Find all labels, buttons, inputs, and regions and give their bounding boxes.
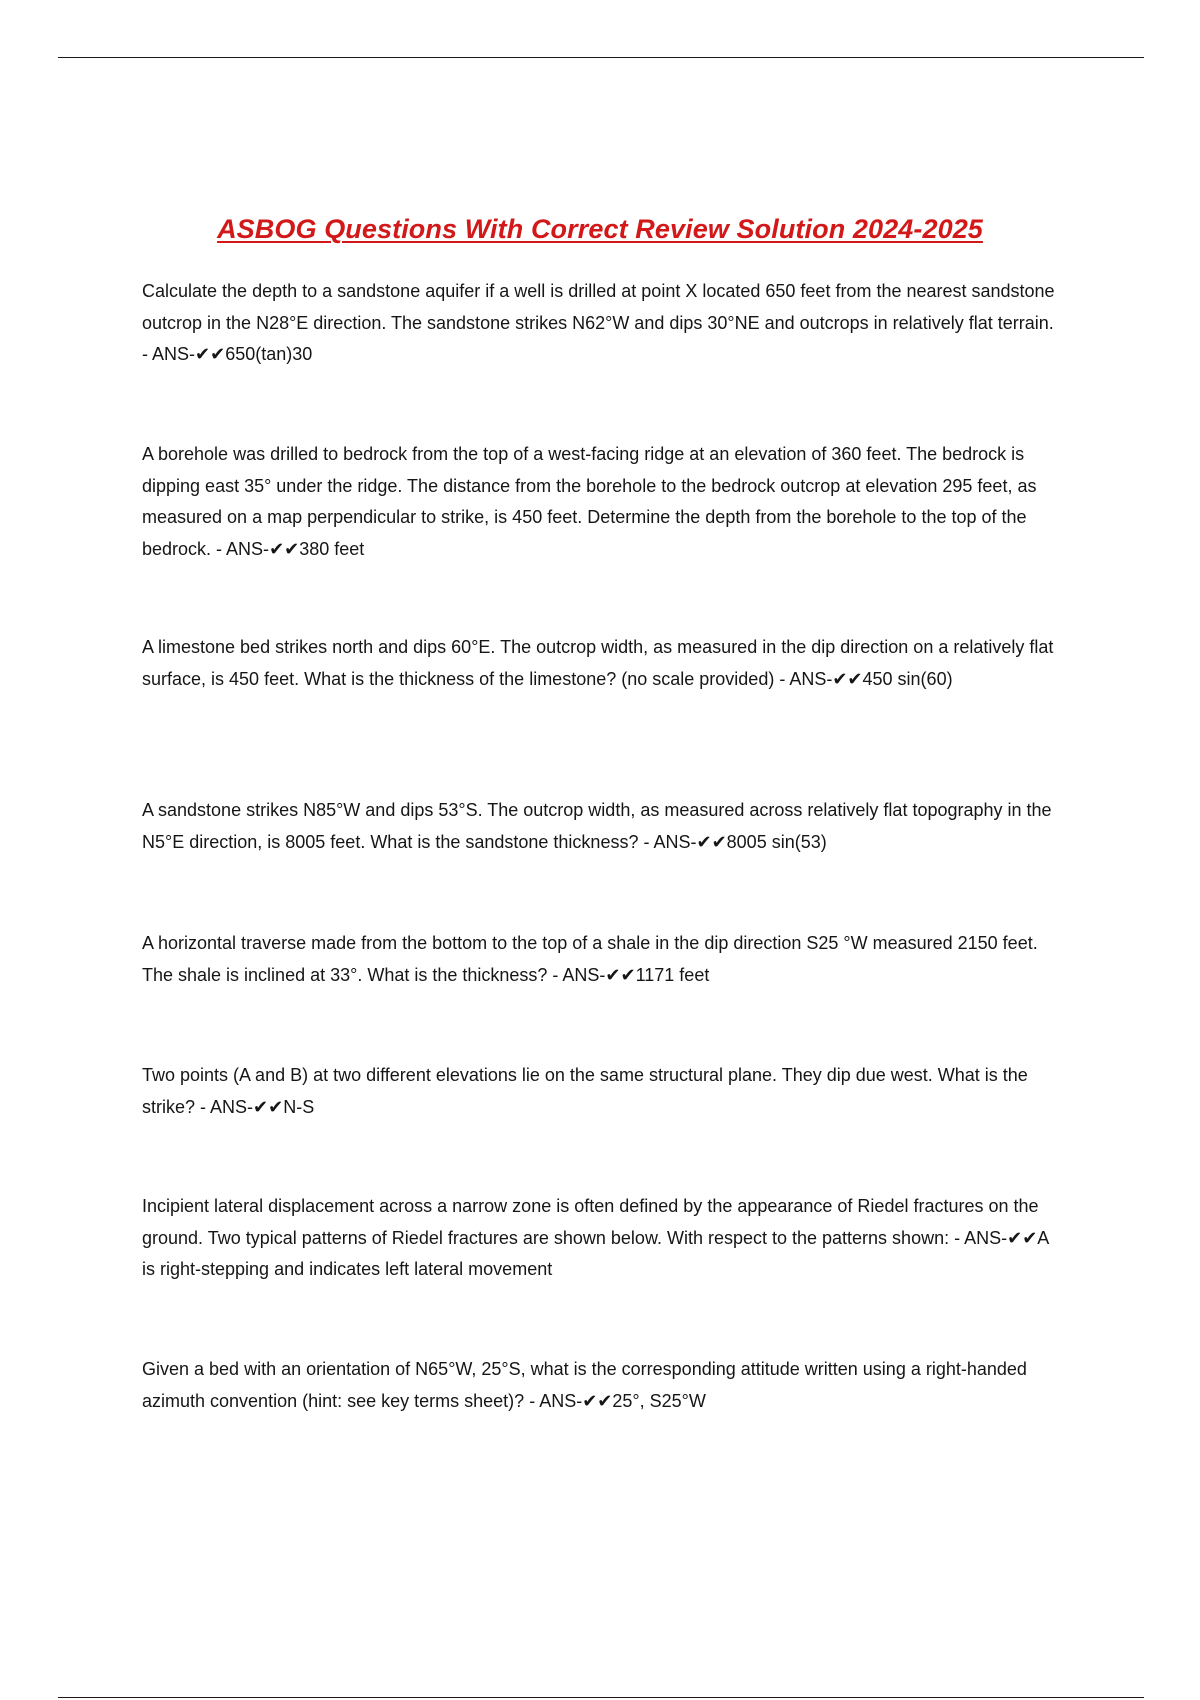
checkmark-icon: ✔✔ — [832, 668, 863, 689]
answer-prefix: - ANS- — [142, 344, 196, 364]
question-text: Incipient lateral displacement across a narrow zone is often defined by the appearance of Riedel fractures on the ground. Two typical patterns of Riedel fractures are shown below. With respect to the patterns shown: — [142, 1196, 1039, 1248]
checkmark-icon: ✔✔ — [605, 964, 636, 985]
document-title: ASBOG Questions With Correct Review Solution 2024-2025 — [217, 214, 983, 244]
question-text: Given a bed with an orientation of N65°W, 25°S, what is the corresponding attitude written using a right-handed azimuth convention (hint: see key terms sheet)? — [142, 1359, 1027, 1411]
answer-text: 380 feet — [299, 538, 365, 559]
question-text: A sandstone strikes N85°W and dips 53°S. The outcrop width, as measured across relatively flat topography in the N5°E direction, is 8005 feet. What is the sandstone thickness? — [142, 800, 1052, 852]
answer-prefix: - ANS- — [638, 831, 697, 852]
qa-item-3 — [142, 632, 1062, 695]
checkmark-icon: ✔✔ — [195, 344, 226, 364]
answer-text: 1171 feet — [635, 964, 710, 985]
footer-rule — [58, 1697, 1144, 1698]
question-text: A horizontal traverse made from the bottom to the top of a shale in the dip direction S25 °W measured 2150 feet. The shale is inclined at 33°. What is the thickness? — [142, 933, 1038, 985]
answer-prefix: - ANS- — [195, 1096, 254, 1117]
checkmark-icon: ✔✔ — [1007, 1227, 1038, 1248]
qa-item-2 — [142, 439, 1062, 565]
qa-item-6 — [142, 1060, 1062, 1123]
answer-text: 25°, S25°W — [612, 1390, 706, 1411]
answer-text: A is right-stepping and indicates left lateral movement — [142, 1227, 1049, 1279]
question-text: Calculate the depth to a sandstone aquifer if a well is drilled at point X located 650 feet from the nearest sandstone outcrop in the N28°E direction. The sandstone strikes N62°W and dips 30°NE and outcrops in relatively flat terrain. — [142, 281, 1055, 333]
qa-item-1 — [142, 276, 1062, 371]
answer-prefix: - ANS- — [211, 538, 270, 559]
checkmark-icon: ✔✔ — [253, 1096, 284, 1117]
checkmark-icon: ✔✔ — [269, 538, 300, 559]
answer-prefix: - ANS- — [949, 1227, 1008, 1248]
answer-text: 450 sin(60) — [862, 668, 953, 689]
question-text: Two points (A and B) at two different elevations lie on the same structural plane. They dip due west. What is the strike? — [142, 1065, 1028, 1117]
qa-item-8 — [142, 1354, 1062, 1417]
answer-prefix: - ANS- — [774, 668, 833, 689]
checkmark-icon: ✔✔ — [582, 1390, 613, 1411]
qa-item-4 — [142, 795, 1062, 858]
question-text: A borehole was drilled to bedrock from the top of a west-facing ridge at an elevation of 360 feet. The bedrock is dipping east 35° under the ridge. The distance from the borehole to the bedrock outcrop at elevation 295 feet, as measured on a map perpendicular to strike, is 450 feet. Determine the depth from the borehole to the top of the bedrock. — [142, 444, 1037, 559]
answer-text: N-S — [283, 1096, 315, 1117]
answer-text: 8005 sin(53) — [726, 831, 827, 852]
qa-item-7 — [142, 1191, 1062, 1286]
answer-text: 650(tan)30 — [225, 344, 313, 364]
question-text: A limestone bed strikes north and dips 60°E. The outcrop width, as measured in the dip direction on a relatively flat surface, is 450 feet. What is the thickness of the limestone? (no scale provided) — [142, 637, 1054, 689]
checkmark-icon: ✔✔ — [696, 831, 727, 852]
qa-item-5 — [142, 928, 1062, 991]
header-rule — [58, 57, 1144, 58]
answer-prefix: - ANS- — [547, 964, 606, 985]
answer-prefix: - ANS- — [524, 1390, 583, 1411]
